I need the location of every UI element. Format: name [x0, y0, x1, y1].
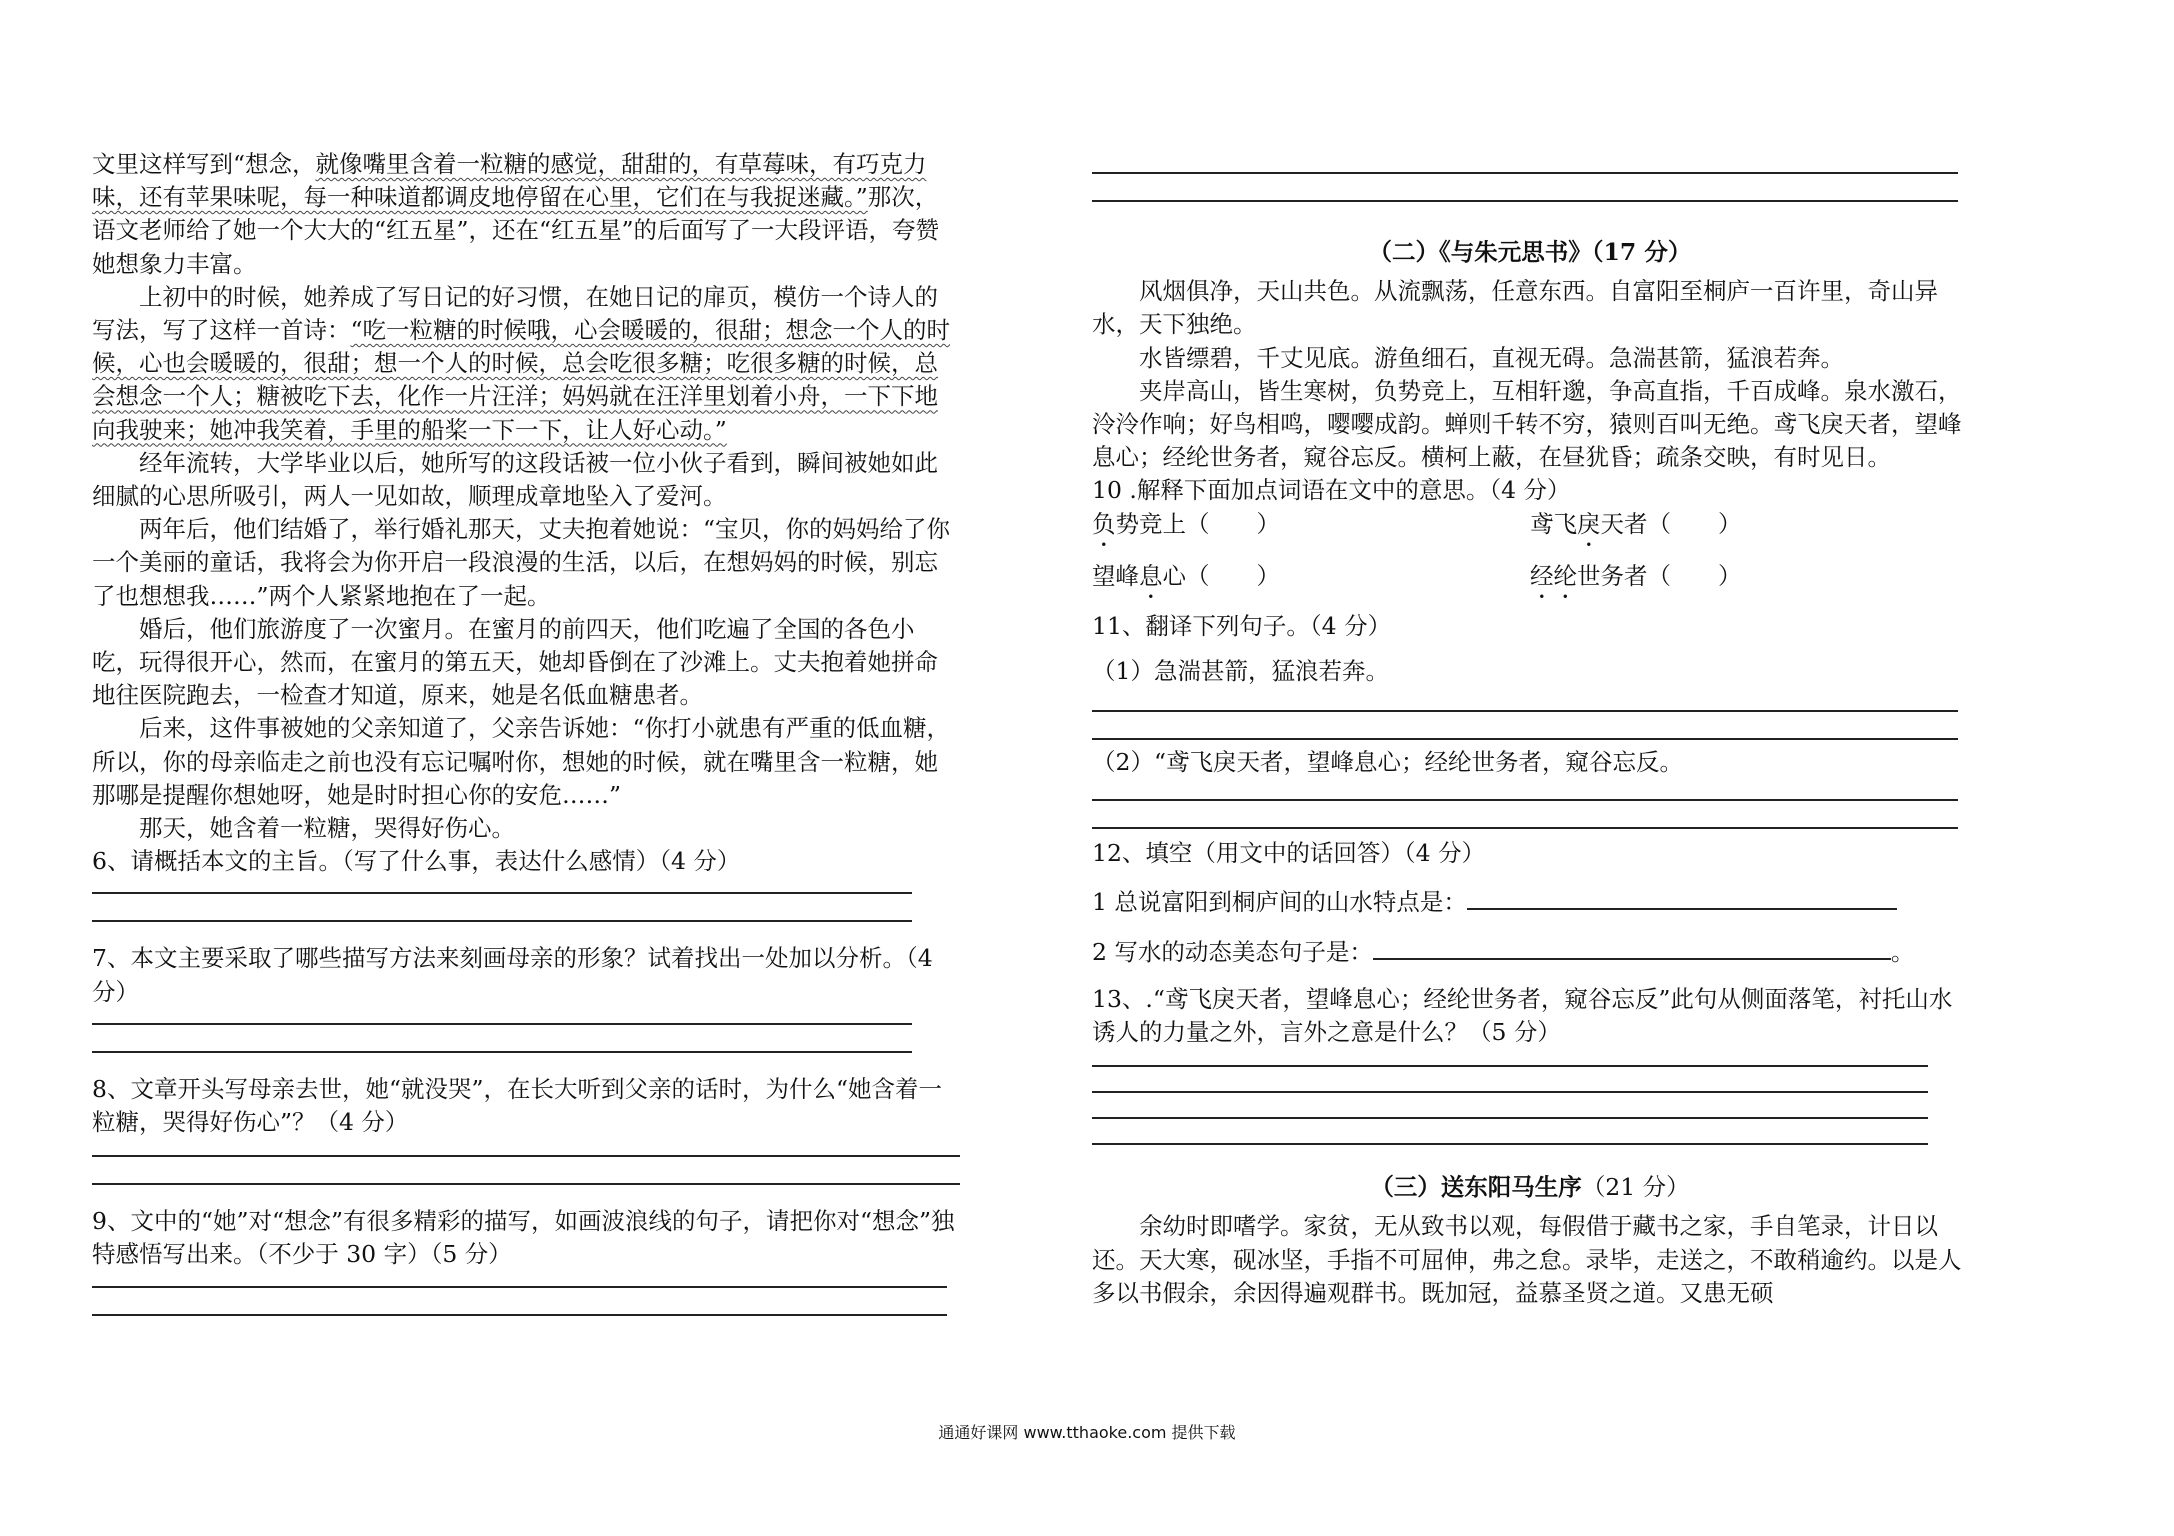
- question-7: 7、本文主要采取了哪些描写方法来刻画母亲的形象？试着找出一处加以分析。（4 分）: [92, 944, 933, 1006]
- question-12: 12、填空（用文中的话回答）（4 分）: [1092, 839, 1486, 868]
- left-column: [92, 148, 960, 1316]
- passage-paragraph: 经年流转，大学毕业以后，她所写的这段话被一位小伙子看到，瞬间被她如此细腻的心思所吸引，两人一见如故，顺理成章地坠入了爱河。: [92, 448, 938, 511]
- answer-area-q9[interactable]: [92, 1286, 960, 1316]
- page-footer: 通通好课网 www.tthaoke.com 提供下载: [938, 1423, 1236, 1442]
- passage-paragraph: 风烟俱净，天山共色。从流飘荡，任意东西。自富阳至桐庐一百许里，奇山异水，天下独绝。: [1092, 277, 1938, 339]
- question-6: 6、请概括本文的主旨。（写了什么事，表达什么感情）（4 分）: [92, 847, 741, 876]
- passage-paragraph: 上初中的时候，她养成了写日记的好习惯，在她日记的扉页，模仿一个诗人的写法，写了这样一首诗：“吃一粒糖的时候哦，心会暖暖的，很甜；想念一个人的时候，心也会暖暖的，很甜；想一个人的时候，总会吃很多糖；吃很多糖的时候，总会想念一个人；糖被吃下去，化作一片汪洋；妈妈就在汪洋里划着小舟，一下下地向我驶来；她冲我笑着，手里的船桨一下一下，让人好心动。”: [92, 282, 951, 444]
- passage-paragraph: 余幼时即嗜学。家贫，无从致书以观，每假借于藏书之家，手自笔录，计日以还。天大寒，砚冰坚，手指不可屈伸，弗之怠。录毕，走送之，不敢稍逾约。以是人多以书假余，余因得遍观群书。既加冠，益慕圣贤之道。又患无硕: [1092, 1212, 1962, 1307]
- answer-area-q5[interactable]: [1092, 148, 1968, 202]
- fill-blank[interactable]: [1373, 936, 1891, 960]
- passage-paragraph: 婚后，他们旅游度了一次蜜月。在蜜月的前四天，他们吃遍了全国的各色小吃，玩得很开心，然而，在蜜月的第五天，她却昏倒在了沙滩上。丈夫抱着她拼命地往医院跑去，一检查才知道，原来，她是名低血糖患者。: [92, 614, 938, 710]
- section-heading: （三）送东阳马生序（21 分）: [1370, 1173, 1690, 1202]
- section-heading: （二）《与朱元思书》（17 分）: [1368, 238, 1692, 266]
- answer-area-q11-1[interactable]: [1092, 710, 1968, 740]
- answer-area-q8[interactable]: [92, 1155, 960, 1185]
- passage-paragraph: 两年后，他们结婚了，举行婚礼那天，丈夫抱着她说：“宝贝，你的妈妈给了你一个美丽的童话，我将会为你开启一段浪漫的生活，以后，在想妈妈的时候，别忘了也想想我……”两个人紧紧地抱在了一起。: [92, 515, 951, 610]
- passage-paragraph: 那天，她含着一粒糖，哭得好伤心。: [139, 814, 515, 843]
- question-8: 8、文章开头写母亲去世，她“就没哭”，在长大听到父亲的话时，为什么“她含着一粒糖，哭得好伤心”？（4 分）: [92, 1074, 942, 1137]
- q10-items: 负势竞上（ ） 鸢飞戾天者（ ）: [1092, 509, 1742, 538]
- q10-items: 望峰息心（ ） 经纶世务者（ ）: [1092, 561, 1742, 590]
- answer-area-q11-2[interactable]: [1092, 799, 1968, 829]
- question-11-2: （2）“鸢飞戾天者，望峰息心；经纶世务者，窥谷忘反。: [1092, 748, 1683, 777]
- question-9: 9、文中的“她”对“想念”有很多精彩的描写，如画波浪线的句子，请把你对“想念”独特感悟写出来。（不少于 30 字）（5 分）: [92, 1207, 955, 1269]
- fill-blank[interactable]: [1467, 886, 1897, 910]
- question-12-1: 1 总说富阳到桐庐间的山水特点是：: [1092, 886, 1968, 919]
- passage-paragraph: 文里这样写到“想念，就像嘴里含着一粒糖的感觉，甜甜的，有草莓味，有巧克力味，还有苹果味呢，每一种味道都调皮地停留在心里，它们在与我捉迷藏。”那次，语文老师给了她一个大大的“红五星”，还在“红五星”的后面写了一大段评语，夸赞她想象力丰富。: [92, 150, 940, 278]
- passage-paragraph: 后来，这件事被她的父亲知道了，父亲告诉她：“你打小就患有严重的低血糖，所以，你的母亲临走之前也没有忘记嘱咐你，想她的时候，就在嘴里含一粒糖，她那哪是提醒你想她呀，她是时时担心你的安危……”: [92, 714, 951, 809]
- question-10: 10 .解释下面加点词语在文中的意思。（4 分）: [1092, 476, 1571, 505]
- passage-paragraph: 水皆缥碧，千丈见底。游鱼细石，直视无碍。急湍甚箭，猛浪若奔。: [1139, 343, 1844, 372]
- question-12-2: 2 写水的动态美态句子是： 。: [1092, 937, 1915, 966]
- question-11-1: （1）急湍甚箭，猛浪若奔。: [1092, 656, 1389, 685]
- wavy-underlined-poem: “吃一粒糖的时候哦，心会暖暖的，很甜；想念一个人的时候，心也会暖暖的，很甜；想一个人的时候，总会吃很多糖；吃很多糖的时候，总会想念一个人；糖被吃下去，化作一片汪洋；妈妈就在汪洋里划着小舟，一下下地向我驶来；她冲我笑着，手里的船桨一下一下，让人好心动。”: [92, 316, 951, 444]
- wavy-underlined-sentence: 就像嘴里含着一粒糖的感觉，甜甜的，有草莓味，有巧克力味，还有苹果味呢，每一种味道都调皮地停留在心里，它们在与我捉迷藏。”: [92, 150, 927, 212]
- question-13: 13、.“鸢飞戾天者，望峰息心；经纶世务者，窥谷忘反”此句从侧面落笔，衬托山水诱人的力量之外，言外之意是什么？（5 分）: [1092, 984, 1953, 1047]
- passage-paragraph: 夹岸高山，皆生寒树，负势竞上，互相轩邈，争高直指，千百成峰。泉水激石，泠泠作响；好鸟相鸣，嘤嘤成韵。蝉则千转不穷，猿则百叫无绝。鸢飞戾天者，望峰息心；经纶世务者，窥谷忘反。横柯上蔽，在昼犹昏；疏条交映，有时见日。: [1092, 376, 1962, 472]
- right-column: [1092, 148, 1968, 1310]
- answer-area-q13[interactable]: [1092, 1065, 1968, 1145]
- question-11: 11、翻译下列句子。（4 分）: [1092, 611, 1392, 640]
- answer-area-q6[interactable]: [92, 892, 960, 922]
- answer-area-q7[interactable]: [92, 1023, 960, 1053]
